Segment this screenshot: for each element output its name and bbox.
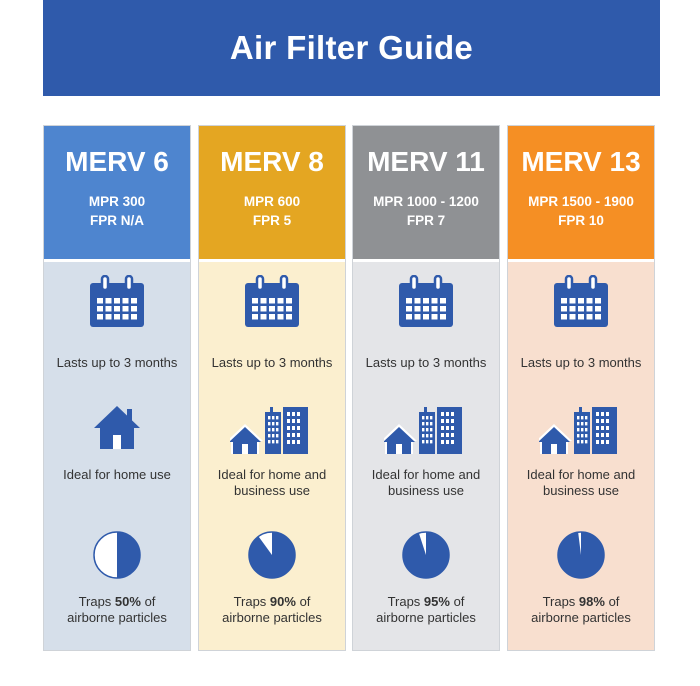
page-title: Air Filter Guide [229, 29, 474, 66]
trap-suffix: of [604, 594, 620, 609]
trap-line-2: airborne particles [222, 610, 322, 625]
title-banner [43, 0, 660, 96]
trap-suffix: of [295, 594, 311, 609]
calendar-icon [508, 275, 654, 329]
merv-rating: MERV 11 [367, 146, 485, 177]
calendar-icon [199, 275, 345, 329]
pie-chart-icon [199, 530, 345, 580]
use-line-1: Ideal for home and [217, 467, 327, 482]
use-line-1: Ideal for home and [371, 467, 481, 482]
filter-header [508, 126, 654, 262]
trap-prefix: Traps [387, 594, 424, 609]
use-line-2: business use [388, 483, 464, 498]
merv-rating: MERV 6 [65, 146, 169, 177]
lifespan-text: Lasts up to 3 months [365, 355, 487, 370]
filter-header [199, 126, 345, 262]
trap-line-1 [353, 594, 499, 610]
use-text [508, 467, 654, 499]
use-text [44, 467, 190, 483]
trap-percent: 90% [269, 594, 296, 609]
house-icon [44, 403, 190, 451]
use-text [199, 467, 345, 499]
pie-chart-icon [44, 530, 190, 580]
trap-text [353, 594, 499, 626]
use-line-1: Ideal for home use [63, 467, 171, 482]
trap-percent: 98% [578, 594, 605, 609]
fpr-rating: FPR 10 [558, 213, 604, 228]
trap-line-2: airborne particles [67, 610, 167, 625]
trap-line-2: airborne particles [531, 610, 631, 625]
mpr-rating: MPR 300 [88, 194, 146, 209]
trap-line-1 [199, 594, 345, 610]
fpr-rating: FPR N/A [90, 213, 144, 228]
trap-prefix: Traps [78, 594, 115, 609]
filter-column [507, 125, 655, 651]
trap-prefix: Traps [542, 594, 579, 609]
trap-text [199, 594, 345, 626]
mpr-rating: MPR 600 [243, 194, 301, 209]
pie-chart-icon [353, 530, 499, 580]
trap-line-1 [508, 594, 654, 610]
merv-rating: MERV 13 [521, 146, 641, 177]
use-line-2: business use [234, 483, 310, 498]
house-and-buildings-icon [199, 399, 345, 455]
merv-rating: MERV 8 [220, 146, 324, 177]
trap-suffix: of [449, 594, 465, 609]
fpr-rating: FPR 7 [406, 213, 446, 228]
trap-line-1 [44, 594, 190, 610]
filter-column [198, 125, 346, 651]
filter-header [44, 126, 190, 262]
fpr-rating: FPR 5 [252, 213, 292, 228]
use-text [353, 467, 499, 499]
filter-header [353, 126, 499, 262]
lifespan-text: Lasts up to 3 months [520, 355, 642, 370]
house-and-buildings-icon [508, 399, 654, 455]
use-line-2: business use [543, 483, 619, 498]
calendar-icon [353, 275, 499, 329]
trap-prefix: Traps [233, 594, 270, 609]
trap-text [508, 594, 654, 626]
trap-text [44, 594, 190, 626]
filter-column [43, 125, 191, 651]
lifespan-text: Lasts up to 3 months [56, 355, 178, 370]
mpr-rating: MPR 1500 - 1900 [528, 194, 634, 209]
house-and-buildings-icon [353, 399, 499, 455]
filter-column [352, 125, 500, 651]
lifespan-text: Lasts up to 3 months [211, 355, 333, 370]
trap-percent: 95% [423, 594, 450, 609]
calendar-icon [44, 275, 190, 329]
mpr-rating: MPR 1000 - 1200 [373, 194, 479, 209]
use-line-1: Ideal for home and [526, 467, 636, 482]
trap-suffix: of [140, 594, 156, 609]
pie-chart-icon [508, 530, 654, 580]
trap-line-2: airborne particles [376, 610, 476, 625]
trap-percent: 50% [114, 594, 141, 609]
